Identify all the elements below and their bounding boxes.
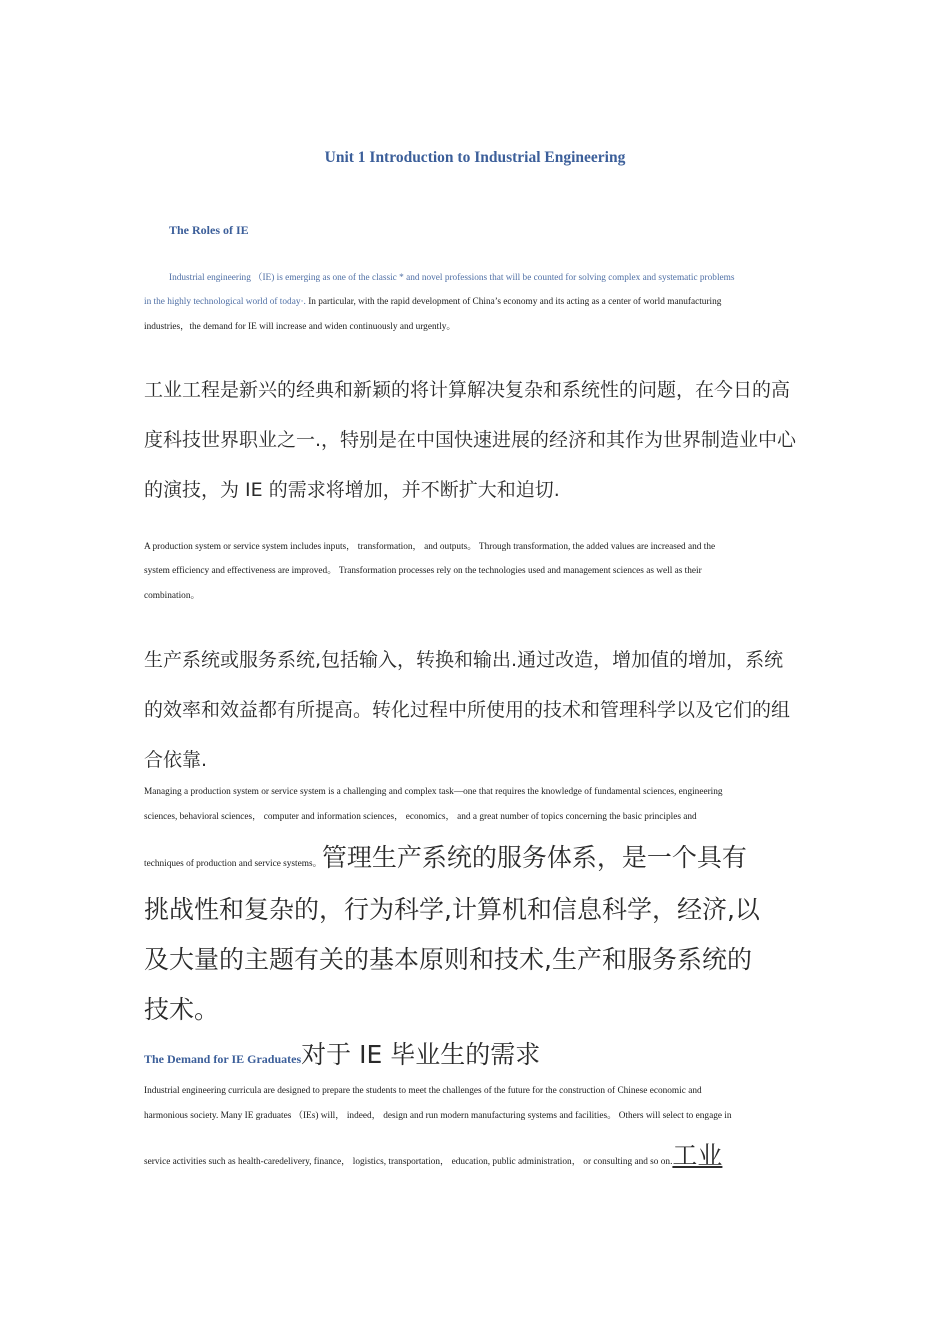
paragraph-line: system efficiency and effectiveness are improved。 Transformation processes rely on the technologies used and management sciences as well as their <box>144 566 702 576</box>
translation-span: 管理生产系统的服务体系，是一个具有 <box>321 843 747 872</box>
translation-line: 合依靠. <box>144 749 208 771</box>
section-heading-demand <box>144 1038 806 1076</box>
paragraph-line: harmonious society. Many IE graduates （IEs) will， indeed， design and run modern manufacturing systems and facilities。 Others will select to engage in <box>144 1111 732 1121</box>
translation-line: 技术。 <box>144 995 220 1024</box>
translation-line: 度科技世界职业之一.，特别是在中国快速进展的经济和其作为世界制造业中心 <box>144 429 797 451</box>
paragraph-line-mixed <box>144 1138 806 1178</box>
paragraph-line: industries，the demand for IE will increase and widen continuously and urgently。 <box>144 322 456 332</box>
paragraph-line: Industrial engineering curricula are designed to prepare the students to meet the challenges of the future for the construction of Chinese economic and <box>144 1086 702 1096</box>
paragraph-span: service activities such as health-caredelivery, finance， logistics, transportation， education, public administration， or consulting and so on. <box>144 1157 673 1167</box>
translation-span: 工业 <box>672 1141 723 1170</box>
paragraph-line: Managing a production system or service system is a challenging and complex task—one that requires the knowledge of fundamental sciences, engineering <box>144 787 723 797</box>
paragraph-line: sciences, behavioral sciences， computer and information sciences， economics， and a great number of topics concerning the basic principles and <box>144 812 697 822</box>
translation-line: 的演技，为 IE 的需求将增加，并不断扩大和迫切. <box>144 479 560 501</box>
paragraph-line: A production system or service system includes inputs， transformation， and outputs。 Through transformation, the added values are increased and the <box>144 542 716 552</box>
translation-line: 工业工程是新兴的经典和新颖的将计算解决复杂和系统性的问题，在今日的高 <box>144 379 791 401</box>
section-heading-translation: 对于 IE 毕业生的需求 <box>301 1040 541 1069</box>
section-heading-text: The Demand for IE Graduates <box>144 1052 302 1066</box>
page-title: Unit 1 Introduction to Industrial Engineering <box>324 149 626 166</box>
translation-line: 挑战性和复杂的，行为科学,计算机和信息科学，经济,以 <box>144 895 760 924</box>
paragraph-line: Industrial engineering （IE) is emerging as one of the classic * and novel professions that will be counted for solving complex and systematic problems <box>169 273 735 283</box>
paragraph-line-mixed <box>144 840 806 880</box>
translation-line: 及大量的主题有关的基本原则和技术,生产和服务系统的 <box>144 945 752 974</box>
paragraph-span: in the highly technological world of today·. <box>144 297 306 307</box>
paragraph-line <box>144 290 806 315</box>
paragraph-line: combination。 <box>144 591 200 601</box>
translation-line: 生产系统或服务系统,包括输入，转换和输出.通过改造，增加值的增加，系统 <box>144 649 784 671</box>
section-heading-roles: The Roles of IE <box>169 223 249 237</box>
paragraph-span: techniques of production and service systems。 <box>144 859 322 869</box>
paragraph-span: In particular, with the rapid development of China’s economy and its acting as a center of world manufacturing <box>305 297 722 307</box>
translation-line: 的效率和效益都有所提高。转化过程中所使用的技术和管理科学以及它们的组 <box>144 699 791 721</box>
